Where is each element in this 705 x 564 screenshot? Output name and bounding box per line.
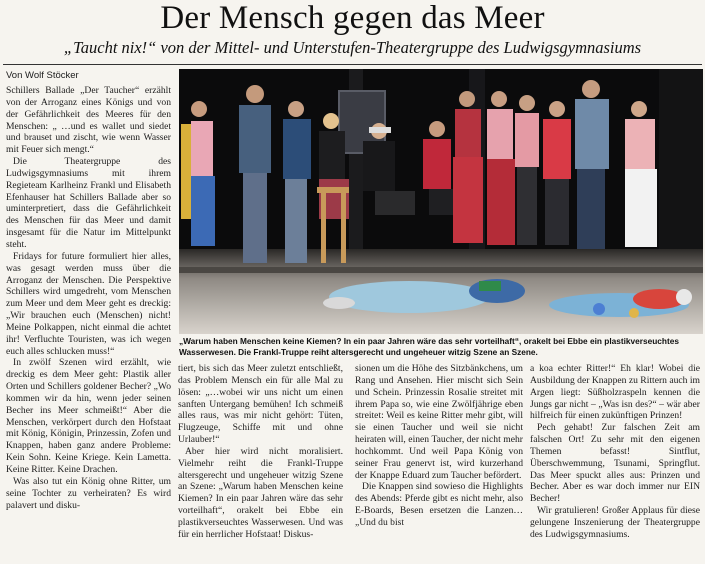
subheadline: „Taucht nix!“ von der Mittel- und Unterstufen-Theatergruppe des Ludwigsgymnasiums xyxy=(63,38,642,57)
paragraph: Aber hier wird nicht moralisiert. Vielmehr reiht die Frankl-Truppe altersgerecht und ungeheuer witzig Szene an Szene: „Warum haben Menschen keine Kiemen? In ein paar Jahren wäre das sehr vorteilhaft“, orakelt bei Ebbe ein plastikverseuchtes Wasserwesen. Und was für ein herrlicher Hofstaat! Diskus- xyxy=(178,445,343,540)
paragraph: Was also tut ein König ohne Ritter, um seine Tochter zu verheiraten? Es wird palavert und disku- xyxy=(6,475,171,511)
paragraph: Pech gehabt! Zur falschen Zeit am falschen Ort! Zu sehr mit den eigenen Themen befasst! Sintflut, Überschwemmung, Tsunami, Springflut. Das Meer spuckt alles aus: Prinzen und Becher. Aber es war doch immer nur EIN Becher! xyxy=(530,422,700,505)
paragraph: Schillers Ballade „Der Taucher“ erzählt von der Arroganz eines Königs und von der Gefährlichkeit des Meeres für den Menschen: „ …und es wallet und siedet und brauset und zischt, wie wenn Wasser mit Feuer sich mengt.“ xyxy=(6,85,171,156)
paragraph: a koa echter Ritter!“ Eh klar! Wobei die Ausbildung der Knappen zu Rittern auch im Argen liegt: Süßholzraspeln kennen die Jungs gar nicht – „Was isn des?“ – wär aber hilfreich für einen zukünftigen Prinzen! xyxy=(530,363,700,422)
headline-rule xyxy=(3,64,702,65)
paragraph: Die Theatergruppe des Ludwigsgymnasiums mit ihrem Regieteam Karlheinz Frankl und Elisabeth Efenhauser hat Schillers Ballade aber so uminterpretiert, dass die Gefährlichkeit des Menschen für das Meer und damit insgesamt für die Natur im Mittelpunkt steht. xyxy=(6,156,171,250)
stage-photo xyxy=(179,69,703,334)
photo-caption: „Warum haben Menschen keine Kiemen? In ein paar Jahren wäre das sehr vorteilhaft“, orakelt bei Ebbe ein plastikverseuchtes Wasserwesen. Die Frankl-Truppe reiht altersgerecht und ungeheuer witzig Szene an Szene. xyxy=(179,336,679,357)
paragraph: Die Knappen sind sowieso die Highlights des Abends: Pferde gibt es nicht mehr, also E-Boards, Besen ersetzen die Lanzen… „Und du bist xyxy=(355,481,523,528)
article-column-4 xyxy=(530,363,700,541)
paragraph: sionen um die Höhe des Sitzbänkchens, um Rang und Ansehen. Hier mischt sich Sein und Schein. Prinzessin Rosalie streitet mit ihrem Papa so, wie eine Zwölfjährige eben streitet: Weil es keine Ritter mehr gibt, will sie einen Taucher und weil sie nicht heiraten will, einen Taucher, der nicht mehr hochkommt. Und weil Papa König von seiner Frau genervt ist, wird kurzerhand der Knappe Eduard zum Taucher befördert. xyxy=(355,363,523,481)
article-column-2 xyxy=(178,363,343,541)
headline: Der Mensch gegen das Meer xyxy=(160,0,545,36)
paragraph: tiert, bis sich das Meer zuletzt entschließt, das Problem Mensch ein für alle Mal zu lösen: „…wobei wir uns nicht um einen sanften Untergang bemühen! Ich schmeiß alles raus, was mir nicht gehört: Tüten, Flugzeuge, Schiffe mit und ohne Urlauber!“ xyxy=(178,363,343,446)
article-column-3 xyxy=(355,363,523,529)
stage-photo-illustration xyxy=(179,69,703,334)
byline: Von Wolf Stöcker xyxy=(6,70,79,81)
paragraph: In zwölf Szenen wird erzählt, wie dreckig es dem Meer geht: Plastik aller Orten und Schillers goldener Becher? „Wo kommen wir da hin, wenn jeder seinen Becher ins Meer schmeißt!“ Aber die Menschen, verkörpert durch den Hofstaat mit König, Königin, Prinzessin, Zofen und Knappen, haben ganz andere Probleme: Kein Sohn. Keine Kriege. Kein Lametta. Keine Ritter. Keine Drachen. xyxy=(6,357,171,475)
paragraph: Fridays for future formuliert hier alles, was gesagt werden muss über die Arroganz der Menschen. Die Perspektive Schillers wird umgedreht, vom Menschen zum Meer und dem Meer geht es dreckig: „Wir brauchen euch (Menschen) nicht! Meine Polkappen, nicht einmal die achtet ihr! Verfluchte Touristen, was ich wegen euch alles schlucken muss!“ xyxy=(6,250,171,357)
paragraph: Wir gratulieren! Großer Applaus für diese gelungene Inszenierung der Theatergruppe des Ludwigsgymnasiums. xyxy=(530,505,700,540)
article-column-1 xyxy=(6,85,171,511)
